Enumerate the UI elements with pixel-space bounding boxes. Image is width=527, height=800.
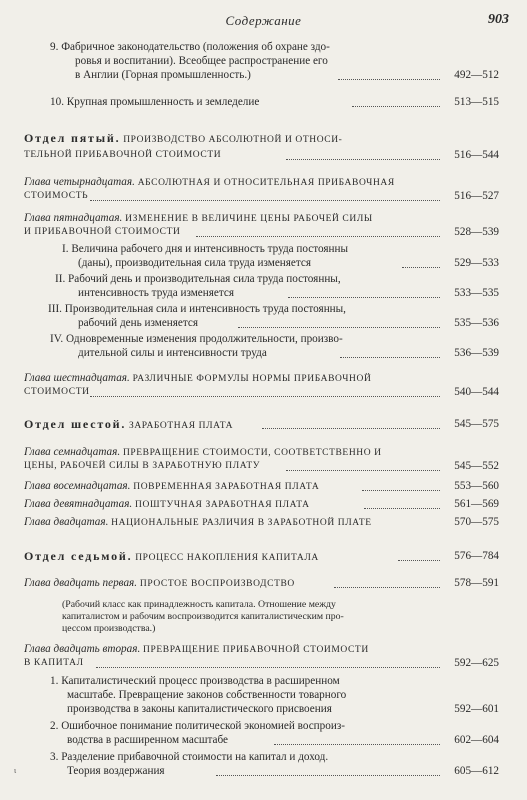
leader-dots bbox=[402, 267, 440, 268]
chapter-15-label: Глава пятнадцатая. bbox=[24, 212, 123, 224]
chapter-21-label: Глава двадцать первая. bbox=[24, 577, 138, 589]
running-header-title: Содержание bbox=[225, 13, 302, 28]
toc-section-1-pages: 592—601 bbox=[454, 703, 499, 715]
section-7-title: ПРОЦЕСС НАКОПЛЕНИЯ КАПИТАЛА bbox=[135, 553, 319, 563]
toc-entry-10-pages: 513—515 bbox=[454, 96, 499, 108]
toc-entry-9-line2: ровья и воспитании). Всеобщее распространение его bbox=[75, 55, 328, 67]
toc-subentry-III-line1: III. Производительная сила и интенсивность труда постоянны, bbox=[48, 303, 346, 315]
chapter-20-label: Глава двадцатая. bbox=[24, 516, 109, 528]
leader-dots bbox=[96, 667, 440, 668]
leader-dots bbox=[398, 560, 440, 561]
leader-dots bbox=[288, 297, 440, 298]
toc-section-1-line2: масштабе. Превращение законов собственности товарного bbox=[67, 689, 347, 701]
section-5-title: ПРОИЗВОДСТВО АБСОЛЮТНОЙ И ОТНОСИ- bbox=[123, 135, 343, 145]
section-6-title: ЗАРАБОТНАЯ ПЛАТА bbox=[128, 421, 234, 431]
page-number: 903 bbox=[488, 12, 509, 27]
toc-subentry-IV-pages: 536—539 bbox=[454, 347, 499, 359]
chapter-19-label: Глава девятнадцатая. bbox=[24, 498, 133, 510]
leader-dots bbox=[352, 106, 440, 107]
chapter-21-note-line1: (Рабочий класс как принадлежность капитала. Отношение между bbox=[62, 599, 336, 610]
section-7-pages: 576—784 bbox=[454, 550, 499, 562]
chapter-18-pages: 553—560 bbox=[454, 480, 499, 492]
section-6-pages: 545—575 bbox=[454, 418, 499, 430]
toc-subentry-I-pages: 529—533 bbox=[454, 257, 499, 269]
toc-section-2-pages: 602—604 bbox=[454, 734, 499, 746]
chapter-15-title-line2: И ПРИБАВОЧНОЙ СТОИМОСТИ bbox=[24, 227, 181, 237]
toc-section-3-pages: 605—612 bbox=[454, 765, 499, 777]
chapter-16-label: Глава шестнадцатая. bbox=[24, 372, 130, 384]
leader-dots bbox=[286, 470, 440, 471]
toc-section-1-line1: 1. Капиталистический процесс производства в расширенном bbox=[50, 675, 340, 687]
chapter-22-pages: 592—625 bbox=[454, 657, 499, 669]
chapter-16-title-line2: СТОИМОСТИ bbox=[24, 387, 90, 397]
leader-dots bbox=[238, 327, 440, 328]
toc-subentry-II-line1: II. Рабочий день и производительная сила труда постоянны, bbox=[55, 273, 341, 285]
leader-dots bbox=[262, 428, 440, 429]
section-5-pages: 516—544 bbox=[454, 149, 499, 161]
toc-section-2-line1: 2. Ошибочное понимание политической экономией воспроиз- bbox=[50, 720, 345, 732]
chapter-20-title: НАЦИОНАЛЬНЫЕ РАЗЛИЧИЯ В ЗАРАБОТНОЙ ПЛАТЕ bbox=[111, 518, 372, 528]
chapter-21-note-line3: цессом производства.) bbox=[62, 623, 156, 634]
leader-dots bbox=[216, 775, 440, 776]
chapter-18-title: ПОВРЕМЕННАЯ ЗАРАБОТНАЯ ПЛАТА bbox=[133, 482, 320, 492]
chapter-15-title: ИЗМЕНЕНИЕ В ВЕЛИЧИНЕ ЦЕНЫ РАБОЧЕЙ СИЛЫ bbox=[125, 214, 373, 224]
leader-dots bbox=[90, 200, 440, 201]
chapter-14-title-line2: СТОИМОСТЬ bbox=[24, 191, 89, 201]
chapter-17-title-line2: ЦЕНЫ, РАБОЧЕЙ СИЛЫ В ЗАРАБОТНУЮ ПЛАТУ bbox=[24, 461, 261, 471]
chapter-14-pages: 516—527 bbox=[454, 190, 499, 202]
section-6-label: Отдел шестой. bbox=[24, 418, 127, 431]
toc-subentry-II-pages: 533—535 bbox=[454, 287, 499, 299]
leader-dots bbox=[364, 508, 440, 509]
chapter-14-label: Глава четырнадцатая. bbox=[24, 176, 135, 188]
toc-subentry-IV-line1: IV. Одновременные изменения продолжительности, произво- bbox=[50, 333, 343, 345]
chapter-22-label: Глава двадцать вторая. bbox=[24, 643, 141, 655]
leader-dots bbox=[274, 744, 440, 745]
toc-subentry-I-line1: I. Величина рабочего дня и интенсивность труда постоянны bbox=[62, 243, 348, 255]
chapter-16-title: РАЗЛИЧНЫЕ ФОРМУЛЫ НОРМЫ ПРИБАВОЧНОЙ bbox=[132, 374, 372, 384]
section-7-label: Отдел седьмой. bbox=[24, 550, 133, 563]
toc-entry-9-pages: 492—512 bbox=[454, 69, 499, 81]
chapter-22-title-line2: В КАПИТАЛ bbox=[24, 658, 84, 668]
chapter-14-title: АБСОЛЮТНАЯ И ОТНОСИТЕЛЬНАЯ ПРИБАВОЧНАЯ bbox=[137, 178, 395, 188]
leader-dots bbox=[340, 357, 440, 358]
chapter-17-label: Глава семнадцатая. bbox=[24, 446, 121, 458]
leader-dots bbox=[338, 79, 440, 80]
leader-dots bbox=[362, 490, 440, 491]
toc-subentry-III-line2: рабочий день изменяется bbox=[78, 317, 199, 329]
toc-section-3-line2: Теория воздержания bbox=[67, 765, 165, 777]
chapter-19-pages: 561—569 bbox=[454, 498, 499, 510]
toc-section-1-line3: производства в законы капиталистического присвоения bbox=[67, 703, 332, 715]
toc-subentry-II-line2: интенсивность труда изменяется bbox=[78, 287, 235, 299]
leader-dots bbox=[286, 159, 440, 160]
chapter-20-pages: 570—575 bbox=[454, 516, 499, 528]
toc-subentry-IV-line2: дительной силы и интенсивности труда bbox=[78, 347, 267, 359]
leader-dots bbox=[90, 396, 440, 397]
leader-dots bbox=[334, 587, 440, 588]
chapter-21-pages: 578—591 bbox=[454, 577, 499, 589]
toc-subentry-III-pages: 535—536 bbox=[454, 317, 499, 329]
toc-entry-9-line1: 9. Фабричное законодательство (положения об охране здо- bbox=[50, 41, 330, 53]
section-5-label: Отдел пятый. bbox=[24, 132, 121, 145]
chapter-16-pages: 540—544 bbox=[454, 386, 499, 398]
toc-entry-10: 10. Крупная промышленность и земледелие bbox=[50, 96, 260, 108]
toc-section-3-line1: 3. Разделение прибавочной стоимости на капитал и доход. bbox=[50, 751, 329, 763]
leader-dots bbox=[196, 236, 440, 237]
chapter-21-note-line2: капиталистом и рабочим воспроизводится капиталистическим про- bbox=[62, 611, 344, 622]
toc-section-2-line2: водства в расширенном масштабе bbox=[67, 734, 228, 746]
margin-mark: ι bbox=[14, 766, 17, 775]
section-5-title-line2: ТЕЛЬНОЙ ПРИБАВОЧНОЙ СТОИМОСТИ bbox=[24, 150, 222, 160]
chapter-19-title: ПОШТУЧНАЯ ЗАРАБОТНАЯ ПЛАТА bbox=[135, 500, 310, 510]
chapter-15-pages: 528—539 bbox=[454, 226, 499, 238]
chapter-17-title: ПРЕВРАЩЕНИЕ СТОИМОСТИ, СООТВЕТСТВЕННО И bbox=[122, 448, 382, 458]
toc-subentry-I-line2: (даны), производительная сила труда изменяется bbox=[78, 257, 312, 269]
chapter-18-label: Глава восемнадцатая. bbox=[24, 480, 131, 492]
chapter-21-title: ПРОСТОЕ ВОСПРОИЗВОДСТВО bbox=[139, 579, 295, 589]
toc-entry-9-line3: в Англии (Горная промышленность.) bbox=[75, 69, 251, 81]
chapter-17-pages: 545—552 bbox=[454, 460, 499, 472]
chapter-22-title: ПРЕВРАЩЕНИЕ ПРИБАВОЧНОЙ СТОИМОСТИ bbox=[143, 645, 369, 655]
